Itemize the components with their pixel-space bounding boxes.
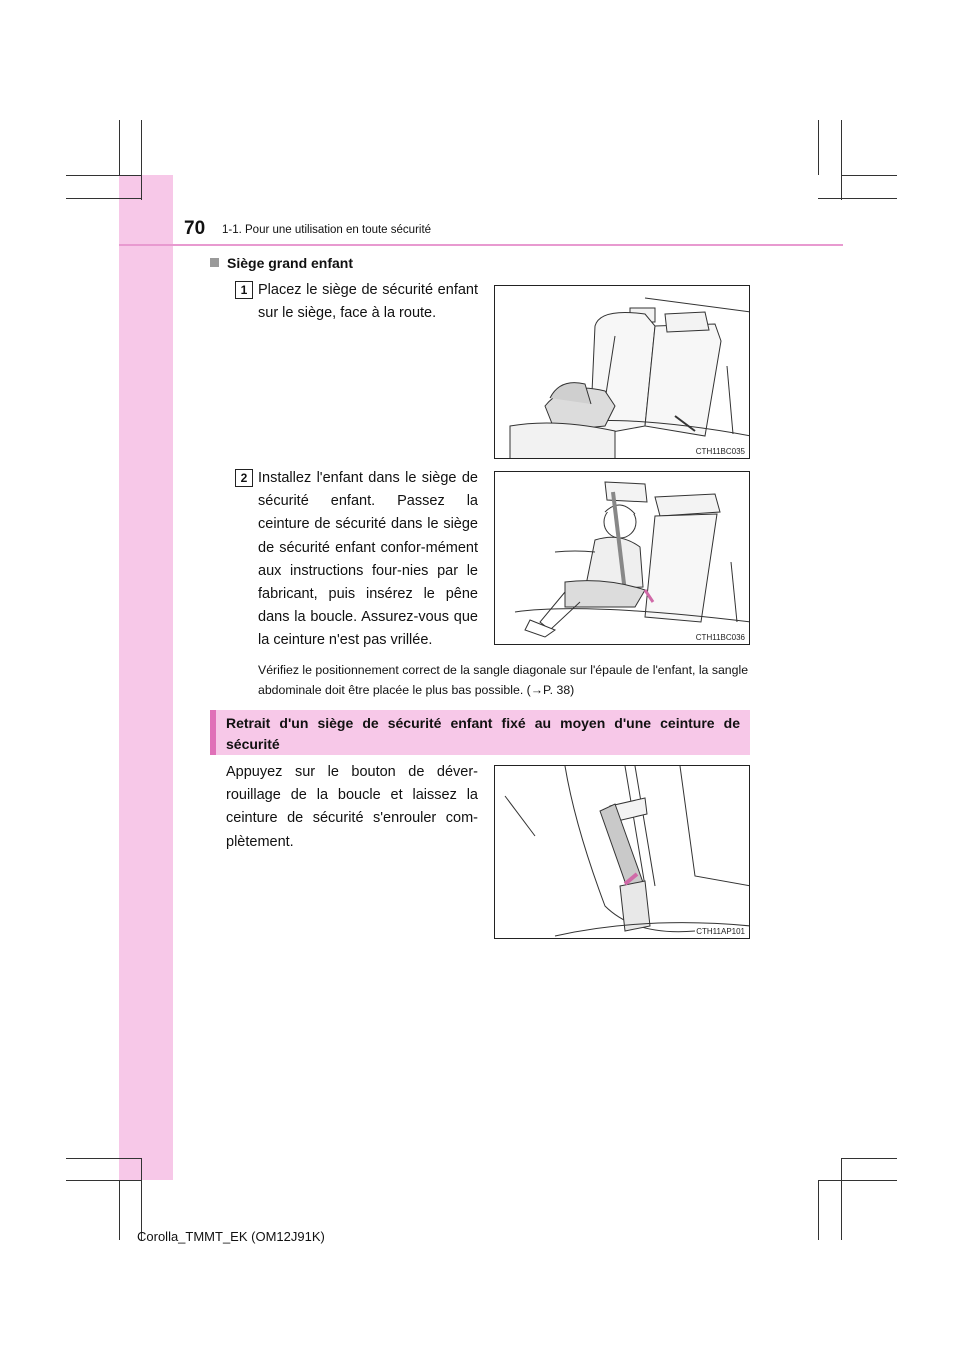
child-booster-drawing	[495, 472, 750, 645]
illustration-child-in-booster	[494, 471, 750, 645]
crop-mark	[818, 120, 819, 175]
illustration-buckle-release	[494, 765, 750, 939]
crop-mark	[818, 198, 897, 199]
side-color-band	[119, 175, 173, 1180]
step-number-1: 1	[235, 281, 253, 299]
booster-seat-drawing	[495, 286, 750, 459]
crop-mark	[841, 175, 897, 176]
step-1-text: Placez le siège de sécurité enfant sur le siège, face à la route.	[258, 282, 478, 322]
page-number: 70	[184, 218, 206, 239]
image-code: CTH11AP101	[696, 927, 745, 936]
step-number-2: 2	[235, 469, 253, 487]
positioning-note: Vérifiez le positionnement correct de la sangle diagonale sur l'épaule de l'enfant, la sangle abdominale doit être placée le plus bas possible. (→P. 38)	[258, 663, 749, 697]
crop-mark	[818, 1180, 819, 1240]
subsection-heading	[210, 255, 353, 271]
crop-mark	[841, 120, 842, 200]
crop-mark	[66, 1158, 141, 1159]
crop-mark	[841, 1158, 897, 1159]
image-code: CTH11BC036	[695, 633, 745, 642]
section-title: 1-1. Pour une utilisation en toute sécurité	[222, 224, 432, 236]
removal-text: Appuyez sur le bouton de déver-rouillage de la boucle et laissez la ceinture de sécurité s'enrouler com-plètement.	[226, 764, 478, 850]
crop-mark	[119, 1180, 120, 1240]
buckle-release-drawing	[495, 766, 750, 939]
crop-mark	[66, 1180, 141, 1181]
crop-mark	[841, 1158, 842, 1240]
crop-mark	[119, 120, 120, 175]
subsection-title: Siège grand enfant	[227, 255, 354, 271]
footer-document-id: Corolla_TMMT_EK (OM12J91K)	[137, 1229, 325, 1244]
crop-mark	[141, 1158, 142, 1240]
crop-mark	[818, 1180, 897, 1181]
removal-section-heading: Retrait d'un siège de sécurité enfant fixé au moyen d'une ceinture de sécurité	[210, 710, 750, 755]
crop-mark	[66, 175, 141, 176]
header-rule	[119, 244, 843, 246]
step-2-text: Installez l'enfant dans le siège de sécurité enfant. Passez la ceinture de sécurité dans le siège de sécurité enfant confor-mément aux instructions four-nies par le fabricant, puis insérez le pêne dans la boucle. Assurez-vous que la ceinture n'est pas vrillée.	[258, 470, 478, 649]
image-code: CTH11BC035	[695, 447, 745, 456]
illustration-booster-seat	[494, 285, 750, 459]
square-bullet-icon	[210, 258, 219, 267]
crop-mark	[66, 198, 141, 199]
crop-mark	[141, 120, 142, 200]
